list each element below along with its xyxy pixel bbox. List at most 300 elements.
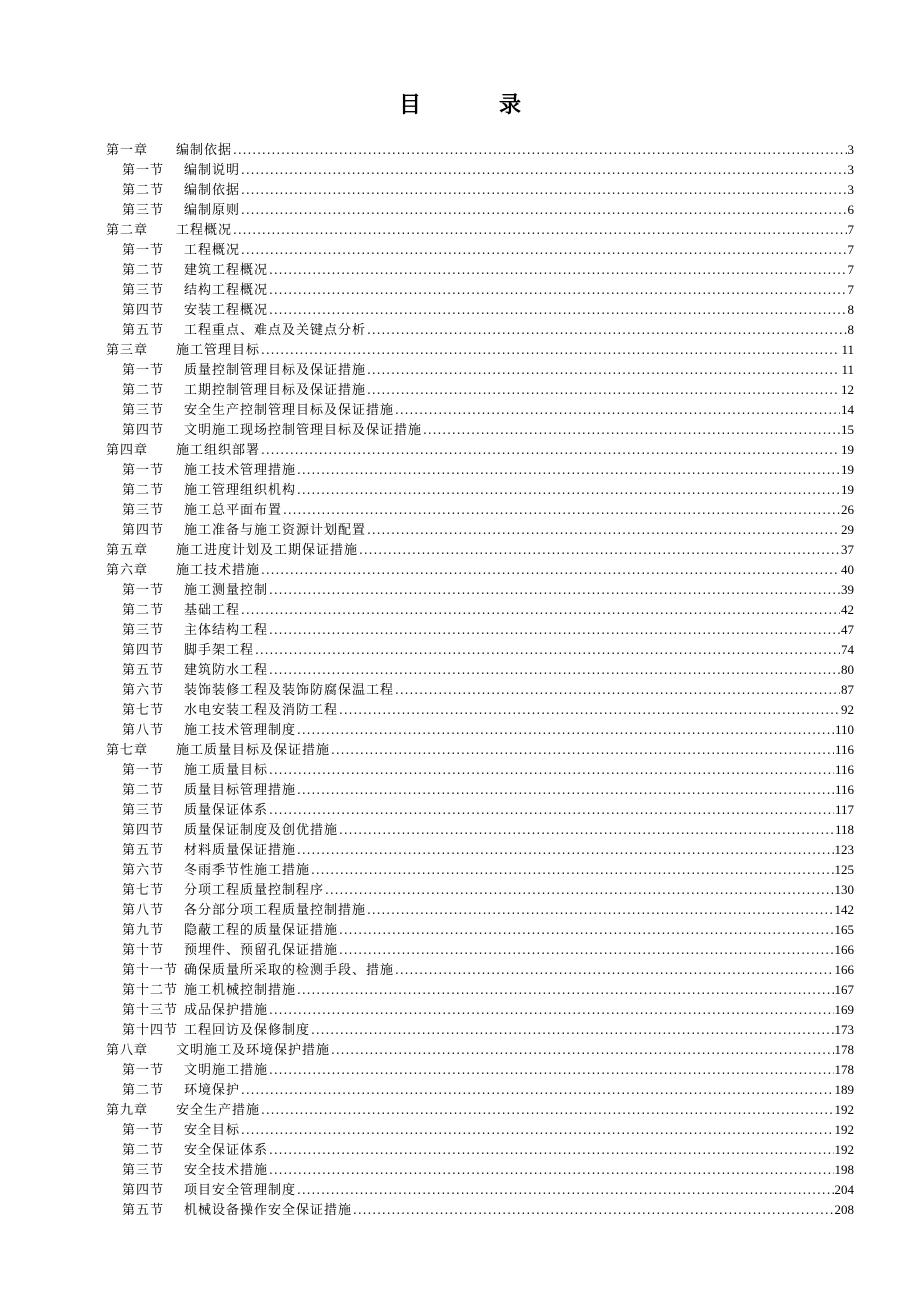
toc-entry-title: 施工质量目标及保证措施 [176,743,331,758]
toc-entry-number: 第四节 [122,303,165,318]
toc-entry-title: 质量控制管理目标及保证措施 [184,363,367,378]
toc-entry-number: 第六节 [122,683,165,698]
dot-leader [269,580,840,600]
dot-leader [297,840,833,860]
toc-section-entry[interactable] [106,200,854,220]
toc-section-entry[interactable] [106,280,854,300]
toc-entry-number: 第一章 [106,143,149,158]
toc-entry-title: 质量目标管理措施 [184,783,297,798]
toc-chapter-entry[interactable] [106,540,854,560]
toc-entry-label [122,601,240,620]
dot-leader [241,600,840,620]
toc-entry-label [122,501,282,520]
toc-entry-title: 项目安全管理制度 [184,1183,297,1198]
toc-page-number: 130 [834,882,854,897]
toc-entry-number: 第十节 [122,943,165,958]
toc-page-number: 192 [834,1122,854,1137]
toc-entry-number: 第三节 [122,203,165,218]
toc-entry-number: 第四节 [122,523,165,538]
toc-entry-number: 第二节 [122,603,165,618]
toc-entry-number: 第二节 [122,783,165,798]
toc-page-number: 8 [847,302,854,317]
toc-entry-title: 安装工程概况 [184,303,269,318]
toc-entry-label [106,441,260,460]
toc-section-entry[interactable] [106,940,854,960]
toc-entry-title: 各分部分项工程质量控制措施 [184,903,367,918]
toc-entry-title: 工程概况 [176,223,233,238]
toc-entry-label [122,421,422,440]
toc-entry-label [106,1101,260,1120]
toc-page-number: 19 [841,482,854,497]
toc-entry-title: 工程回访及保修制度 [184,1023,311,1038]
toc-section-entry[interactable] [106,520,854,540]
toc-section-entry[interactable] [106,880,854,900]
toc-entry-number: 第一节 [122,1063,165,1078]
dot-leader [241,160,846,180]
dot-leader [325,880,833,900]
toc-entry-label [122,661,268,680]
dot-leader [241,240,846,260]
toc-page-number: 125 [834,862,854,877]
toc-entry-label [122,861,310,880]
toc-section-entry[interactable] [106,300,854,320]
toc-entry-number: 第五节 [122,663,165,678]
toc-chapter-entry[interactable] [106,140,854,160]
toc-section-entry[interactable] [106,720,854,740]
toc-entry-title: 工期控制管理目标及保证措施 [184,383,367,398]
dot-leader [367,380,840,400]
toc-entry-label [122,1141,268,1160]
dot-leader [269,660,840,680]
toc-page-number: 7 [847,282,854,297]
dot-leader [367,520,840,540]
toc-entry-label [122,581,268,600]
toc-section-entry[interactable] [106,780,854,800]
toc-entry-title: 施工组织部署 [176,443,261,458]
toc-page-number: 7 [847,222,854,237]
toc-entry-number: 第三节 [122,283,165,298]
toc-page-number: 166 [834,962,854,977]
dot-leader [261,560,840,580]
dot-leader [269,800,834,820]
toc-entry-label [122,621,268,640]
toc-section-entry[interactable] [106,1080,854,1100]
dot-leader [269,1140,833,1160]
toc-entry-label [122,941,338,960]
toc-section-entry[interactable] [106,820,854,840]
toc-entry-title: 基础工程 [184,603,241,618]
toc-page-number: 37 [841,542,854,557]
toc-page-number: 80 [841,662,854,677]
toc-page-number: 116 [834,762,854,777]
toc-entry-number: 第五节 [122,1203,165,1218]
dot-leader [269,260,846,280]
toc-entry-title: 施工技术管理制度 [184,723,297,738]
toc-chapter-entry[interactable] [106,1100,854,1120]
toc-entry-number: 第六节 [122,863,165,878]
dot-leader [269,1060,833,1080]
toc-section-entry[interactable] [106,900,854,920]
toc-entry-number: 第五节 [122,323,165,338]
toc-entry-label [122,901,366,920]
toc-entry-label [122,261,268,280]
toc-entry-label [122,381,366,400]
toc-entry-label [122,1021,310,1040]
toc-entry-title: 预埋件、预留孔保证措施 [184,943,339,958]
toc-entry-number: 第三节 [122,803,165,818]
toc-page-number: 192 [834,1102,854,1117]
table-of-contents [106,140,854,1220]
dot-leader [395,960,833,980]
toc-page-number: 123 [834,842,854,857]
toc-page-number: 167 [834,982,854,997]
toc-entry-number: 第一节 [122,583,165,598]
toc-entry-title: 安全技术措施 [184,1163,269,1178]
toc-page-number: 11 [841,362,854,377]
toc-entry-number: 第四章 [106,443,149,458]
toc-entry-label [122,321,366,340]
toc-entry-label [122,161,240,180]
toc-entry-number: 第八章 [106,1043,149,1058]
toc-section-entry[interactable] [106,960,854,980]
toc-section-entry[interactable] [106,840,854,860]
toc-page-number: 178 [834,1042,854,1057]
toc-entry-title: 分项工程质量控制程序 [184,883,325,898]
toc-entry-title: 施工技术措施 [176,563,261,578]
toc-entry-label [122,921,338,940]
toc-page-number: 165 [834,922,854,937]
toc-entry-label [122,961,394,980]
toc-entry-label [106,741,330,760]
toc-entry-title: 编制说明 [184,163,241,178]
toc-section-entry[interactable] [106,320,854,340]
dot-leader [311,860,833,880]
toc-section-entry[interactable] [106,1200,854,1220]
toc-entry-number: 第三节 [122,403,165,418]
toc-entry-title: 编制原则 [184,203,241,218]
toc-page-number: 87 [841,682,854,697]
toc-entry-number: 第一节 [122,243,165,258]
dot-leader [269,760,834,780]
toc-entry-title: 环境保护 [184,1083,241,1098]
toc-section-entry[interactable] [106,240,854,260]
dot-leader [297,720,834,740]
toc-page-number: 6 [847,202,854,217]
toc-entry-title: 施工准备与施工资源计划配置 [184,523,367,538]
dot-leader [395,680,840,700]
toc-entry-title: 编制依据 [176,143,233,158]
toc-entry-label [106,541,358,560]
toc-entry-label [122,1061,268,1080]
toc-entry-number: 第七章 [106,743,149,758]
toc-entry-label [122,681,394,700]
toc-entry-title: 施工总平面布置 [184,503,283,518]
toc-entry-label [122,521,366,540]
toc-section-entry[interactable] [106,620,854,640]
toc-entry-label [122,781,296,800]
toc-entry-label [122,641,254,660]
toc-section-entry[interactable] [106,380,854,400]
toc-entry-number: 第五章 [106,543,149,558]
toc-page-number: 29 [841,522,854,537]
toc-entry-title: 施工技术管理措施 [184,463,297,478]
toc-entry-title: 确保质量所采取的检测手段、措施 [184,963,395,978]
dot-leader [233,140,846,160]
toc-page-number: 117 [834,802,854,817]
toc-page-number: 173 [834,1022,854,1037]
dot-leader [297,1180,833,1200]
dot-leader [269,1000,833,1020]
toc-section-entry[interactable] [106,160,854,180]
toc-entry-title: 施工质量目标 [184,763,269,778]
dot-leader [339,820,834,840]
toc-entry-label [106,341,260,360]
dot-leader [331,1040,833,1060]
toc-entry-title: 施工进度计划及工期保证措施 [176,543,359,558]
toc-entry-label [122,981,296,1000]
toc-entry-title: 工程重点、难点及关键点分析 [184,323,367,338]
toc-entry-title: 质量保证制度及创优措施 [184,823,339,838]
toc-entry-label [122,401,394,420]
toc-entry-label [122,761,268,780]
dot-leader [241,200,846,220]
toc-page-number: 40 [841,562,854,577]
toc-entry-title: 文明施工措施 [184,1063,269,1078]
toc-entry-title: 质量保证体系 [184,803,269,818]
toc-section-entry[interactable] [106,580,854,600]
toc-entry-label [122,281,268,300]
toc-entry-label [106,1041,330,1060]
toc-entry-title: 文明施工及环境保护措施 [176,1043,331,1058]
toc-section-entry[interactable] [106,360,854,380]
toc-entry-title: 主体结构工程 [184,623,269,638]
dot-leader [353,1200,833,1220]
toc-page-number: 166 [834,942,854,957]
dot-leader [297,480,840,500]
toc-page-number: 8 [847,322,854,337]
toc-entry-number: 第八节 [122,903,165,918]
toc-entry-number: 第一节 [122,163,165,178]
toc-entry-number: 第四节 [122,643,165,658]
toc-page-number: 116 [834,742,854,757]
page-title: 目 录 [398,93,549,118]
toc-page-number: 39 [841,582,854,597]
toc-page-number: 74 [841,642,854,657]
toc-page-number: 198 [834,1162,854,1177]
dot-leader [255,640,840,660]
dot-leader [339,700,840,720]
dot-leader [283,500,840,520]
toc-entry-title: 工程概况 [184,243,241,258]
toc-entry-title: 建筑工程概况 [184,263,269,278]
toc-entry-number: 第二节 [122,383,165,398]
toc-chapter-entry[interactable] [106,440,854,460]
toc-entry-title: 装饰装修工程及装饰防腐保温工程 [184,683,395,698]
toc-entry-number: 第五节 [122,843,165,858]
toc-entry-title: 施工管理组织机构 [184,483,297,498]
toc-entry-title: 水电安装工程及消防工程 [184,703,339,718]
toc-entry-title: 结构工程概况 [184,283,269,298]
toc-entry-title: 冬雨季节性施工措施 [184,863,311,878]
toc-page-number: 14 [841,402,854,417]
toc-entry-number: 第三节 [122,623,165,638]
toc-section-entry[interactable] [106,480,854,500]
toc-chapter-entry[interactable] [106,1040,854,1060]
dot-leader [367,360,840,380]
toc-section-entry[interactable] [106,180,854,200]
toc-page-number: 3 [847,182,854,197]
toc-section-entry[interactable] [106,1180,854,1200]
toc-entry-label [122,201,240,220]
toc-entry-title: 脚手架工程 [184,643,255,658]
dot-leader [395,400,840,420]
toc-entry-title: 施工测量控制 [184,583,269,598]
toc-page-number: 47 [841,622,854,637]
toc-entry-number: 第四节 [122,1183,165,1198]
toc-page-number: 192 [834,1142,854,1157]
toc-page-number: 15 [841,422,854,437]
toc-section-entry[interactable] [106,660,854,680]
toc-section-entry[interactable] [106,500,854,520]
toc-chapter-entry[interactable] [106,220,854,240]
toc-entry-title: 编制依据 [184,183,241,198]
toc-entry-number: 第九章 [106,1103,149,1118]
toc-page-number: 118 [834,822,854,837]
dot-leader [233,220,846,240]
toc-entry-label [122,1081,240,1100]
toc-entry-title: 文明施工现场控制管理目标及保证措施 [184,423,423,438]
dot-leader [241,1080,833,1100]
toc-section-entry[interactable] [106,1060,854,1080]
toc-entry-title: 隐蔽工程的质量保证措施 [184,923,339,938]
toc-entry-number: 第一节 [122,463,165,478]
dot-leader [261,340,840,360]
toc-entry-number: 第一节 [122,763,165,778]
toc-section-entry[interactable] [106,460,854,480]
toc-entry-number: 第七节 [122,703,165,718]
toc-page-number: 116 [834,782,854,797]
toc-entry-number: 第十三节 [122,1003,179,1018]
toc-entry-title: 安全生产措施 [176,1103,261,1118]
toc-section-entry[interactable] [106,980,854,1000]
toc-entry-number: 第二节 [122,1083,165,1098]
toc-entry-label [122,1181,296,1200]
toc-entry-number: 第十四节 [122,1023,179,1038]
dot-leader [297,780,834,800]
toc-page-number: 178 [834,1062,854,1077]
toc-entry-number: 第一节 [122,363,165,378]
dot-leader [261,1100,833,1120]
dot-leader [297,980,833,1000]
toc-section-entry[interactable] [106,420,854,440]
toc-entry-number: 第二节 [122,183,165,198]
toc-page-number: 19 [841,442,854,457]
toc-page-number: 204 [834,1182,854,1197]
toc-entry-label [122,881,324,900]
toc-section-entry[interactable] [106,600,854,620]
toc-entry-number: 第七节 [122,883,165,898]
toc-entry-number: 第四节 [122,823,165,838]
toc-section-entry[interactable] [106,260,854,280]
toc-entry-number: 第一节 [122,1123,165,1138]
dot-leader [269,300,846,320]
toc-chapter-entry[interactable] [106,740,854,760]
toc-page-number: 12 [841,382,854,397]
toc-entry-label [122,1201,352,1220]
toc-entry-number: 第六章 [106,563,149,578]
toc-entry-number: 第二章 [106,223,149,238]
toc-entry-label [122,461,296,480]
dot-leader [367,900,833,920]
toc-section-entry[interactable] [106,860,854,880]
dot-leader [261,440,840,460]
toc-section-entry[interactable] [106,920,854,940]
toc-entry-label [122,361,366,380]
toc-section-entry[interactable] [106,760,854,780]
dot-leader [423,420,840,440]
toc-section-entry[interactable] [106,1120,854,1140]
toc-entry-number: 第二节 [122,1143,165,1158]
toc-entry-label [122,801,268,820]
toc-entry-label [122,241,240,260]
toc-chapter-entry[interactable] [106,560,854,580]
toc-entry-title: 机械设备操作安全保证措施 [184,1203,353,1218]
toc-entry-number: 第二节 [122,263,165,278]
toc-entry-label [122,481,296,500]
toc-page-number: 7 [847,242,854,257]
toc-entry-label [106,221,232,240]
dot-leader [367,320,846,340]
dot-leader [331,740,834,760]
dot-leader [339,920,833,940]
toc-page-number: 142 [834,902,854,917]
toc-chapter-entry[interactable] [106,340,854,360]
toc-section-entry[interactable] [106,1140,854,1160]
dot-leader [269,1160,833,1180]
toc-entry-number: 第三章 [106,343,149,358]
toc-entry-label [122,1121,240,1140]
toc-section-entry[interactable] [106,800,854,820]
toc-entry-label [106,561,260,580]
toc-entry-number: 第十二节 [122,983,179,998]
toc-page-number: 110 [834,722,854,737]
toc-section-entry[interactable] [106,1160,854,1180]
toc-page-number: 26 [841,502,854,517]
dot-leader [359,540,840,560]
toc-entry-number: 第三节 [122,1163,165,1178]
toc-section-entry[interactable] [106,1000,854,1020]
toc-entry-title: 施工管理目标 [176,343,261,358]
toc-entry-number: 第八节 [122,723,165,738]
toc-entry-label [122,1161,268,1180]
toc-entry-number: 第二节 [122,483,165,498]
toc-entry-label [122,721,296,740]
toc-section-entry[interactable] [106,680,854,700]
toc-section-entry[interactable] [106,640,854,660]
toc-section-entry[interactable] [106,400,854,420]
toc-section-entry[interactable] [106,1020,854,1040]
dot-leader [241,1120,833,1140]
dot-leader [241,180,846,200]
toc-page-number: 19 [841,462,854,477]
dot-leader [311,1020,833,1040]
toc-page-number: 208 [834,1202,854,1217]
toc-entry-title: 安全保证体系 [184,1143,269,1158]
dot-leader [339,940,833,960]
toc-entry-number: 第三节 [122,503,165,518]
toc-entry-label [122,1001,268,1020]
toc-section-entry[interactable] [106,700,854,720]
